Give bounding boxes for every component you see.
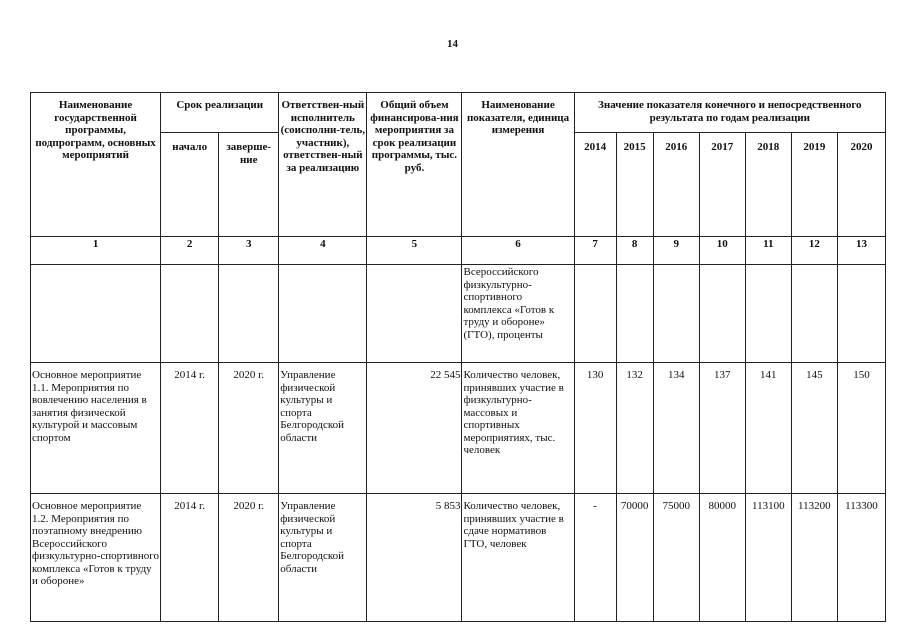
row-indicator: Всероссийского физкультурно-спортивного комплекса «Готов к труду и обороне» (ГТО), проценты [462, 265, 574, 363]
header-year: 2019 [791, 133, 837, 237]
row-executor: Управление физической культуры и спорта Белгородской области [279, 494, 367, 622]
header-values-title: Значение показателя конечного и непосредственного результата по годам реализации [574, 93, 885, 133]
row-value: 145 [791, 363, 837, 494]
program-table [30, 92, 886, 622]
column-number: 1 [31, 237, 161, 265]
row-funding: 22 545 [367, 363, 462, 494]
column-number: 12 [791, 237, 837, 265]
row-end: 2020 г. [219, 363, 279, 494]
column-numbers-row [31, 237, 886, 265]
row-value: 113300 [837, 494, 885, 622]
header-end: заверше-ние [219, 133, 279, 237]
column-number: 5 [367, 237, 462, 265]
header-year: 2014 [574, 133, 616, 237]
row-name: Основное мероприятие 1.1. Мероприятия по вовлечению населения в занятия физической культурой и массовым спортом [31, 363, 161, 494]
row-end [219, 265, 279, 363]
table-row [31, 363, 886, 494]
row-value [653, 265, 699, 363]
table-row [31, 265, 886, 363]
column-number: 3 [219, 237, 279, 265]
column-number: 6 [462, 237, 574, 265]
row-start: 2014 г. [161, 494, 219, 622]
row-value [574, 265, 616, 363]
column-number: 4 [279, 237, 367, 265]
row-value: 113200 [791, 494, 837, 622]
row-value [791, 265, 837, 363]
row-end: 2020 г. [219, 494, 279, 622]
page-number: 14 [447, 38, 458, 50]
row-value: 80000 [699, 494, 745, 622]
row-start: 2014 г. [161, 363, 219, 494]
column-number: 2 [161, 237, 219, 265]
row-name [31, 265, 161, 363]
header-year: 2020 [837, 133, 885, 237]
row-start [161, 265, 219, 363]
header-year: 2015 [616, 133, 653, 237]
row-executor [279, 265, 367, 363]
column-number: 9 [653, 237, 699, 265]
header-executor: Ответствен-ный исполнитель (соисполни-тель, участник), ответствен-ный за реализацию [279, 93, 367, 237]
row-value [699, 265, 745, 363]
row-value: - [574, 494, 616, 622]
row-value: 70000 [616, 494, 653, 622]
row-indicator: Количество человек, принявших участие в сдаче нормативов ГТО, человек [462, 494, 574, 622]
row-name: Основное мероприятие 1.2. Мероприятия по поэтапному внедрению Всероссийского физкультурно-спортивного комплекса «Готов к труду и обороне» [31, 494, 161, 622]
row-funding [367, 265, 462, 363]
header-year: 2018 [745, 133, 791, 237]
row-executor: Управление физической культуры и спорта Белгородской области [279, 363, 367, 494]
column-number: 10 [699, 237, 745, 265]
row-value [616, 265, 653, 363]
header-start: начало [161, 133, 219, 237]
header-funding: Общий объем финансирова-ния мероприятия за срок реализации программы, тыс. руб. [367, 93, 462, 237]
row-value: 134 [653, 363, 699, 494]
column-number: 7 [574, 237, 616, 265]
header-name: Наименование государственной программы, подпрограмм, основных мероприятий [31, 93, 161, 237]
row-funding: 5 853 [367, 494, 462, 622]
header-indicator: Наименование показателя, единица измерения [462, 93, 574, 237]
row-value: 137 [699, 363, 745, 494]
header-term: Срок реализации [161, 93, 279, 133]
column-number: 13 [837, 237, 885, 265]
row-value: 132 [616, 363, 653, 494]
row-value: 141 [745, 363, 791, 494]
column-number: 8 [616, 237, 653, 265]
row-value [837, 265, 885, 363]
table-row [31, 494, 886, 622]
column-number: 11 [745, 237, 791, 265]
row-value: 113100 [745, 494, 791, 622]
row-value [745, 265, 791, 363]
header-year: 2017 [699, 133, 745, 237]
row-value: 75000 [653, 494, 699, 622]
row-indicator: Количество человек, принявших участие в физкультурно-массовых и спортивных мероприятиях, тыс. человек [462, 363, 574, 494]
header-year: 2016 [653, 133, 699, 237]
row-value: 130 [574, 363, 616, 494]
row-value: 150 [837, 363, 885, 494]
